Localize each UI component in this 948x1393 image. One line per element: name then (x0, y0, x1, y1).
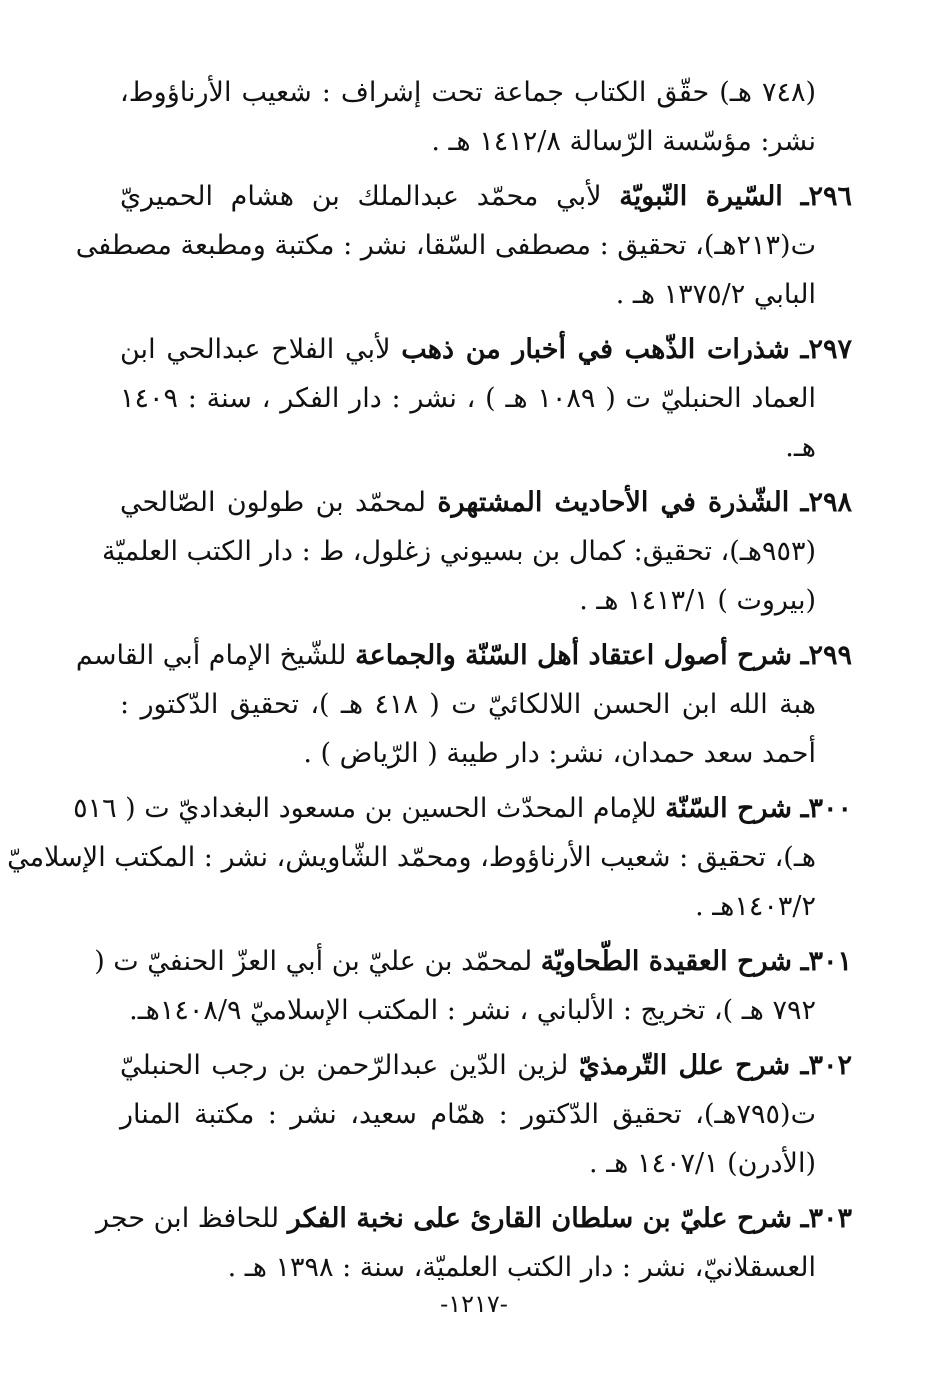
bibliography-entry-296 (75, 172, 852, 319)
entry-author: للشّيخ الإمام أبي القاسم (75, 640, 347, 671)
text-line: العسقلانيّ، نشر : دار الكتب العلميّة، سنة : ١٣٩٨ هـ . (227, 1252, 816, 1283)
text-line: نشر: مؤسّسة الرّسالة ١٤١٢/٨ هـ . (431, 126, 816, 157)
entry-title: شرح السّنّة (665, 793, 792, 824)
bibliography-entry-300 (7, 784, 852, 931)
text-line: ت(٢١٣هـ)، تحقيق : مصطفى السّقا، نشر : مكتبة ومطبعة مصطفى (75, 230, 816, 261)
text-line: ٧٩٢ هـ )، تخريج : الألباني ، نشر : المكتب الإسلاميّ ١٤٠٨/٩هـ. (129, 995, 816, 1026)
entry-title: شرح عليّ بن سلطان القارئ على نخبة الفكر (287, 1203, 792, 1234)
text-line: هبة الله ابن الحسن اللالكائيّ ت ( ٤١٨ هـ )، تحقيق الدّكتور : (120, 689, 816, 720)
entry-first-line (120, 1041, 852, 1090)
entry-author: لأبي محمّد عبدالملك بن هشام الحميريّ (120, 181, 602, 212)
entry-number: ٣٠٣ـ (800, 1203, 852, 1234)
entry-first-line (120, 172, 852, 221)
entry-author: لزين الدّين عبدالرّحمن بن رجب الحنبليّ (120, 1050, 569, 1081)
bibliography-entry-297 (120, 325, 852, 472)
text-line: (بيروت ) ١٤١٣/١ هـ . (579, 585, 816, 616)
continued-entry (120, 68, 852, 166)
entry-number: ٢٩٦ـ (800, 181, 852, 212)
entry-title: شرح أصول اعتقاد أهل السّنّة والجماعة (355, 640, 792, 671)
entry-author: لمحمّد بن عليّ بن أبي العزّ الحنفيّ ت ( (94, 946, 533, 977)
entry-title: شرح علل التّرمذيّ (578, 1050, 791, 1081)
entry-author: لمحمّد بن طولون الصّالحي (120, 487, 427, 518)
entry-author: للإمام المحدّث الحسين بن مسعود البغداديّ ت ( ٥١٦ (73, 793, 657, 824)
entry-number: ٢٩٧ـ (800, 334, 852, 365)
text-line: هـ)، تحقيق : شعيب الأرناؤوط، ومحمّد الشّاويش، نشر : المكتب الإسلاميّ (7, 842, 816, 873)
text-line: (٧٤٨ هـ) حقّق الكتاب جماعة تحت إشراف : شعيب الأرناؤوط، (120, 77, 816, 108)
bibliography-entry-303 (96, 1194, 852, 1292)
bibliography-entry-301 (94, 937, 852, 1035)
text-line: (٩٥٣هـ)، تحقيق: كمال بن بسيوني زغلول، ط : دار الكتب العلميّة (102, 536, 816, 567)
entry-number: ٢٩٩ـ (800, 640, 852, 671)
entry-number: ٢٩٨ـ (800, 487, 852, 518)
bibliography-entry-302 (120, 1041, 852, 1188)
entry-first-line (73, 784, 852, 833)
entry-title: شرح العقيدة الطّحاويّة (540, 946, 792, 977)
text-line: هـ. (785, 432, 816, 463)
entry-title: شذرات الذّهب في أخبار من ذهب (401, 334, 790, 365)
entry-first-line (75, 631, 852, 680)
entry-first-line (96, 1194, 852, 1243)
entry-first-line (94, 937, 852, 986)
bibliography-entry-299 (75, 631, 852, 778)
entry-first-line (120, 478, 852, 527)
entry-number: ٣٠١ـ (800, 946, 852, 977)
page-number: -١٢١٧- (440, 1290, 508, 1318)
entry-first-line (120, 325, 852, 374)
entry-number: ٣٠٢ـ (800, 1050, 852, 1081)
text-line: (الأدرن) ١٤٠٧/١ هـ . (589, 1148, 816, 1179)
text-line: العماد الحنبليّ ت ( ١٠٨٩ هـ ) ، نشر : دار الفكر ، سنة : ١٤٠٩ (120, 383, 816, 414)
text-line: البابي ١٣٧٥/٢ هـ . (615, 279, 816, 310)
bibliography-entry-298 (102, 478, 852, 625)
entry-author: لأبي الفلاح عبدالحي ابن (120, 334, 391, 365)
entry-author: للحافظ ابن حجر (96, 1203, 280, 1234)
text-line: أحمد سعد حمدان، نشر: دار طيبة ( الرّياض ) . (303, 738, 816, 769)
text-line: ١٤٠٣/٢هـ . (695, 891, 816, 922)
entry-title: السّيرة النّبويّة (619, 181, 783, 212)
entry-number: ٣٠٠ـ (800, 793, 852, 824)
text-line: ت(٧٩٥هـ)، تحقيق الدّكتور : همّام سعيد، نشر : مكتبة المنار (120, 1099, 816, 1130)
bibliography-page (7, 68, 852, 1292)
entry-title: الشّذرة في الأحاديث المشتهرة (437, 487, 790, 518)
